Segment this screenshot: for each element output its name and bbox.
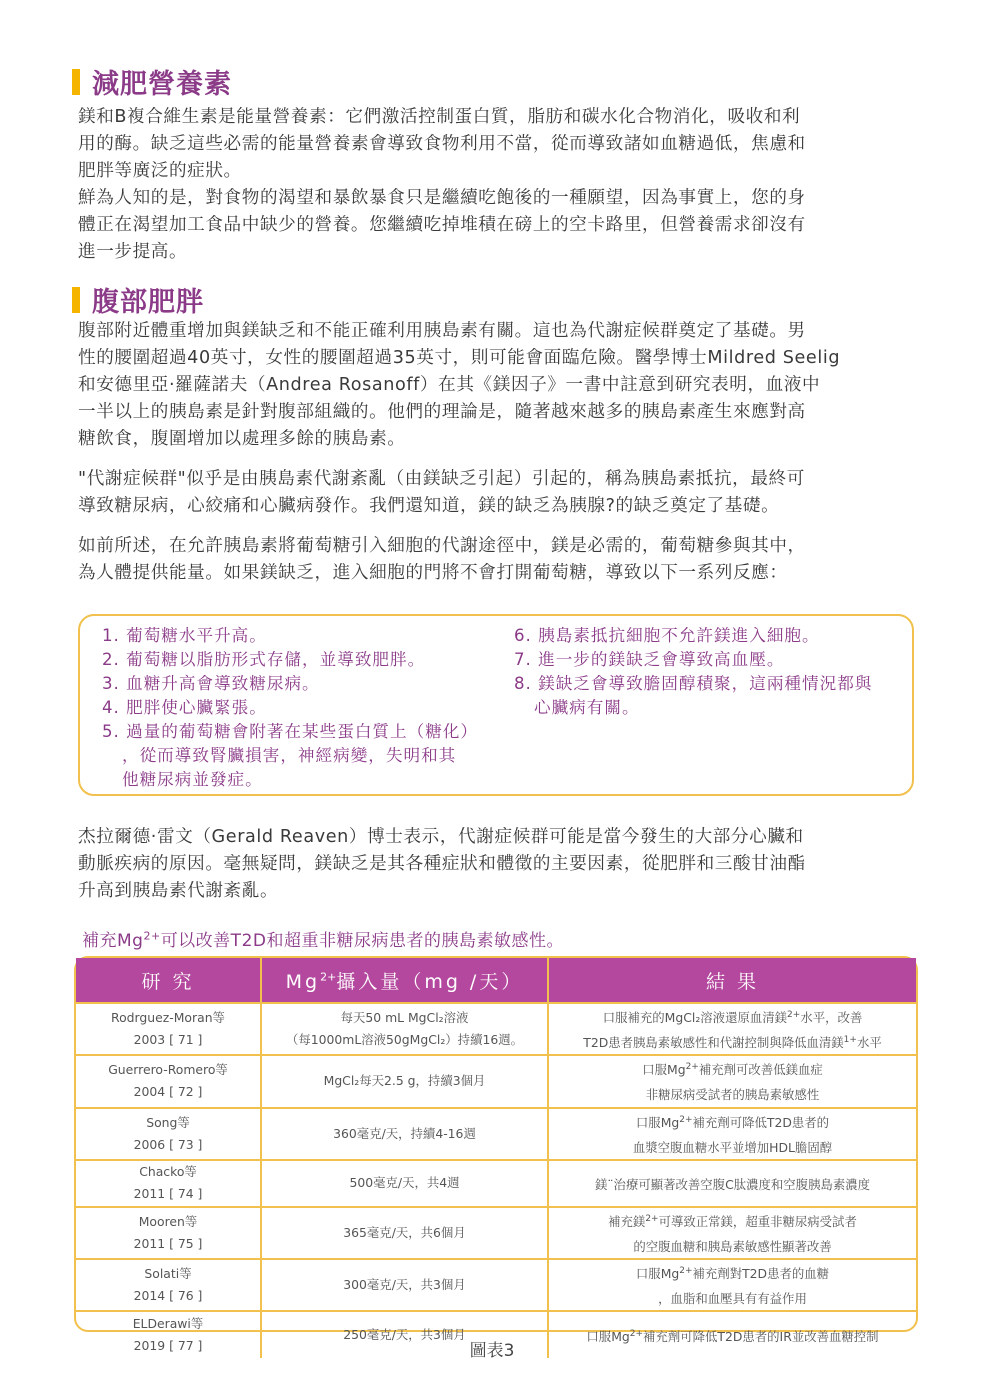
- text-line: 糖飲食，腹圍增加以處理多餘的胰島素。: [78, 429, 406, 449]
- text-line: 鮮為人知的是，對食物的渴望和暴飲暴食只是繼續吃飽後的一種願望，因為事實上，您的身: [78, 188, 806, 208]
- cell-line: Song等: [146, 1114, 190, 1130]
- cell-text: 口服Mg: [635, 1114, 680, 1130]
- caption-text: 可以改善T2D和超重非糖尿病患者的胰島素敏感性。: [160, 931, 564, 951]
- cell-line: 365毫克/天，共6個月: [343, 1224, 466, 1240]
- cell-line: [553, 1134, 912, 1159]
- cell-text: 口服Mg: [635, 1266, 680, 1282]
- cell-line: 2003 [ 71 ]: [133, 1032, 203, 1048]
- header-text: Mg: [285, 970, 321, 993]
- text-line: 性的腰圍超過40英寸，女性的腰圍超過35英寸，則可能會面臨危險。醫學博士Mildred Seelig: [78, 348, 841, 368]
- study-cell: [76, 1160, 261, 1207]
- table-row: [76, 1160, 916, 1207]
- cell-text: 水平: [856, 1035, 882, 1051]
- text-line: 升高到胰島素代謝紊亂。: [78, 881, 279, 901]
- list-item: 2. 葡萄糖以脂肪形式存儲，並導致肥胖。: [102, 650, 426, 669]
- cell-line: [553, 1081, 912, 1106]
- table-row: [76, 1108, 916, 1160]
- cell-line: Solati等: [144, 1266, 192, 1282]
- cell-line: （每1000mL溶液50gMgCl₂）持續16週。: [285, 1032, 524, 1048]
- intake-cell: [261, 1207, 548, 1259]
- list-item: 6. 胰島素抵抗細胞不允許鎂進入細胞。: [514, 626, 820, 645]
- section-heading-weight-loss: [72, 62, 232, 101]
- list-item: 4. 肥胖使心臟緊張。: [102, 698, 267, 717]
- text-line: 體正在渴望加工食品中缺少的營養。您繼續吃掉堆積在磅上的空卡路里，但營養需求卻沒有: [78, 215, 806, 235]
- cell-line: Chacko等: [139, 1164, 197, 1180]
- text-line: 杰拉爾德·雷文（Gerald Reaven）博士表示，代謝症候群可能是當今發生的大部分心臟和: [78, 827, 804, 847]
- superscript: 2+: [679, 1266, 693, 1276]
- superscript: 2+: [645, 1213, 659, 1224]
- reaction-list-box: [78, 614, 914, 796]
- cell-text: 鎂¨治療可顯著改善空腹C肽濃度和空腹胰島素濃度: [594, 1176, 871, 1192]
- intake-cell: [261, 1259, 548, 1311]
- study-cell: [76, 1055, 261, 1107]
- header-study: 研 究: [76, 958, 261, 1003]
- cell-text: 補充劑對T2D患者的血糖: [692, 1266, 830, 1282]
- cell-line: MgCl₂每天2.5 g，持續3個月: [323, 1073, 486, 1089]
- cell-text: 的空腹血糖和胰島素敏感性顯著改善: [633, 1239, 832, 1254]
- cell-text: 血漿空腹血糖水平並增加HDL膽固醇: [632, 1139, 833, 1155]
- table-row: [76, 1259, 916, 1311]
- study-cell: [76, 1108, 261, 1160]
- table-row: [76, 1003, 916, 1055]
- cell-text: 補充劑可改善低鎂血症: [698, 1062, 823, 1078]
- figure-label: 圖表3: [469, 1341, 515, 1361]
- intake-cell: [261, 1160, 548, 1207]
- text-line: 一半以上的胰島素是針對腹部組織的。他們的理論是，隨著越來越多的胰島素產生來應對高: [78, 402, 806, 422]
- text-line: 用的酶。缺乏這些必需的能量營養素會導致食物利用不當，從而導致諸如血糖過低，焦慮和: [78, 134, 806, 154]
- paragraph: [78, 466, 920, 520]
- list-column-right: [514, 624, 872, 720]
- result-cell: [548, 1160, 916, 1207]
- cell-line: Rodrguez-Moran等: [111, 1010, 225, 1026]
- cell-line: [553, 1109, 912, 1134]
- text-line: 進一步提高。: [78, 242, 188, 262]
- list-item: 3. 血糖升高會導致糖尿病。: [102, 674, 320, 693]
- header-text: 攝入量（mg /天）: [336, 970, 524, 993]
- result-cell: [548, 1259, 916, 1311]
- cell-line: Mooren等: [138, 1213, 198, 1229]
- cell-line: 360毫克/天，持續4-16週: [333, 1125, 476, 1141]
- cell-line: [553, 1208, 912, 1233]
- result-cell: [548, 1055, 916, 1107]
- superscript: 2+: [787, 1010, 801, 1020]
- cell-line: 2006 [ 73 ]: [133, 1136, 203, 1152]
- cell-line: [553, 1004, 912, 1029]
- result-cell: [548, 1003, 916, 1055]
- cell-text: 口服補充的MgCl₂溶液還原血清鎂: [602, 1010, 788, 1026]
- cell-text: 口服Mg: [642, 1062, 686, 1078]
- list-item: 他糖尿病並發症。: [122, 770, 263, 789]
- intake-cell: [261, 1003, 548, 1055]
- heading-marker: [72, 287, 80, 313]
- text-line: 腹部附近體重增加與鎂缺乏和不能正確利用胰島素有關。這也為代謝症候群奠定了基礎。男: [78, 321, 806, 341]
- paragraph: [78, 824, 920, 905]
- list-item: 8. 鎂缺乏會導致膽固醇積聚，這兩種情況都與: [514, 674, 873, 693]
- list-column-left: [102, 624, 478, 792]
- study-cell: [76, 1207, 261, 1259]
- superscript: 2+: [629, 1328, 644, 1339]
- cell-line: Guerrero-Romero等: [108, 1062, 228, 1078]
- text-line: 肥胖等廣泛的症狀。: [78, 161, 242, 181]
- cell-line: 2004 [ 72 ]: [133, 1084, 203, 1100]
- section-title: 減肥營養素: [92, 69, 232, 100]
- cell-text: 補充劑可降低T2D患者的IR並改善血糖控制: [643, 1328, 879, 1344]
- text-line: 導致糖尿病，心絞痛和心臟病發作。我們還知道，鎂的缺乏為胰腺?的缺乏奠定了基礎。: [78, 496, 780, 516]
- cell-line: [553, 1056, 912, 1081]
- cell-line: [553, 1285, 912, 1310]
- heading-marker: [72, 69, 80, 95]
- cell-text: 水平，改善: [800, 1010, 863, 1026]
- section-title: 腹部肥胖: [92, 287, 204, 318]
- paragraph: [78, 104, 920, 266]
- study-cell: [76, 1259, 261, 1311]
- header-superscript: 2+: [320, 970, 337, 984]
- cell-text: 補充劑可降低T2D患者的: [692, 1114, 830, 1130]
- paragraph: [78, 318, 920, 453]
- text-line: 鎂和B複合維生素是能量營養素：它們激活控制蛋白質，脂肪和碳水化合物消化，吸收和利: [78, 107, 801, 127]
- result-cell: [548, 1108, 916, 1160]
- caption-text: 補充Mg: [82, 931, 144, 951]
- cell-line: 2014 [ 76 ]: [133, 1288, 203, 1304]
- cell-text: 補充鎂: [608, 1213, 646, 1229]
- cell-line: 500毫克/天，共4週: [349, 1175, 460, 1191]
- intake-cell: [261, 1055, 548, 1107]
- text-line: 動脈疾病的原因。毫無疑問，鎂缺乏是其各種症狀和體徵的主要因素，從肥胖和三酸甘油酯: [78, 854, 806, 874]
- cell-line: 2019 [ 77 ]: [133, 1338, 203, 1354]
- text-line: 為人體提供能量。如果鎂缺乏，進入細胞的門將不會打開葡萄糖，導致以下一系列反應：: [78, 563, 788, 583]
- superscript: 2+: [685, 1062, 699, 1073]
- cell-line: [553, 1233, 912, 1258]
- cell-line: [553, 1171, 912, 1196]
- header-result: 結 果: [705, 970, 760, 993]
- superscript: 2+: [679, 1114, 693, 1125]
- study-cell: [76, 1003, 261, 1055]
- cell-line: 2011 [ 74 ]: [133, 1186, 203, 1202]
- superscript: 1+: [843, 1035, 857, 1046]
- cell-text: T2D患者胰島素敏感性和代謝控制與降低血清鎂: [583, 1035, 844, 1051]
- cell-text: 可導致正常鎂，超重非糖尿病受試者: [658, 1213, 857, 1229]
- text-line: 和安德里亞·羅薩諾夫（Andrea Rosanoff）在其《鎂因子》一書中註意到研究表明，血液中: [78, 375, 821, 395]
- header-intake: [261, 958, 548, 1003]
- cell-line: 每天50 mL MgCl₂溶液: [340, 1010, 469, 1026]
- result-cell: [548, 1207, 916, 1259]
- text-line: "代謝症候群"似乎是由胰島素代謝紊亂（由鎂缺乏引起）引起的，稱為胰島素抵抗，最終可: [78, 469, 805, 489]
- caption-superscript: 2+: [143, 929, 161, 943]
- table-row: [76, 1055, 916, 1107]
- table-row: [76, 1207, 916, 1259]
- cell-text: ，血脂和血壓具有有益作用: [658, 1291, 807, 1307]
- table-header-row: [76, 958, 916, 1003]
- cell-line: [553, 1029, 912, 1054]
- list-item: 1. 葡萄糖水平升高。: [102, 626, 267, 645]
- list-item: 心臟病有關。: [534, 698, 640, 717]
- cell-line: 250毫克/天，共3個月: [343, 1327, 466, 1343]
- cell-text: 非糖尿病受試者的胰島素敏感性: [645, 1087, 820, 1103]
- list-item: 5. 過量的葡萄糖會附著在某些蛋白質上（糖化）: [102, 722, 478, 741]
- text-line: 如前所述，在允許胰島素將葡萄糖引入細胞的代謝途徑中，鎂是必需的，葡萄糖參與其中，: [78, 536, 806, 556]
- list-item: ，從而導致腎臟損害，神經病變，失明和其: [122, 746, 457, 765]
- cell-line: ELDerawi等: [132, 1316, 204, 1332]
- intake-cell: [261, 1108, 548, 1160]
- paragraph: [78, 533, 920, 587]
- cell-line: 300毫克/天，共3個月: [343, 1277, 466, 1293]
- table-caption: [82, 926, 564, 951]
- cell-line: [553, 1260, 912, 1285]
- cell-text: 口服Mg: [586, 1328, 630, 1344]
- cell-line: 2011 [ 75 ]: [133, 1235, 203, 1251]
- list-item: 7. 進一步的鎂缺乏會導致高血壓。: [514, 650, 785, 669]
- section-heading-abdominal-obesity: [72, 280, 204, 319]
